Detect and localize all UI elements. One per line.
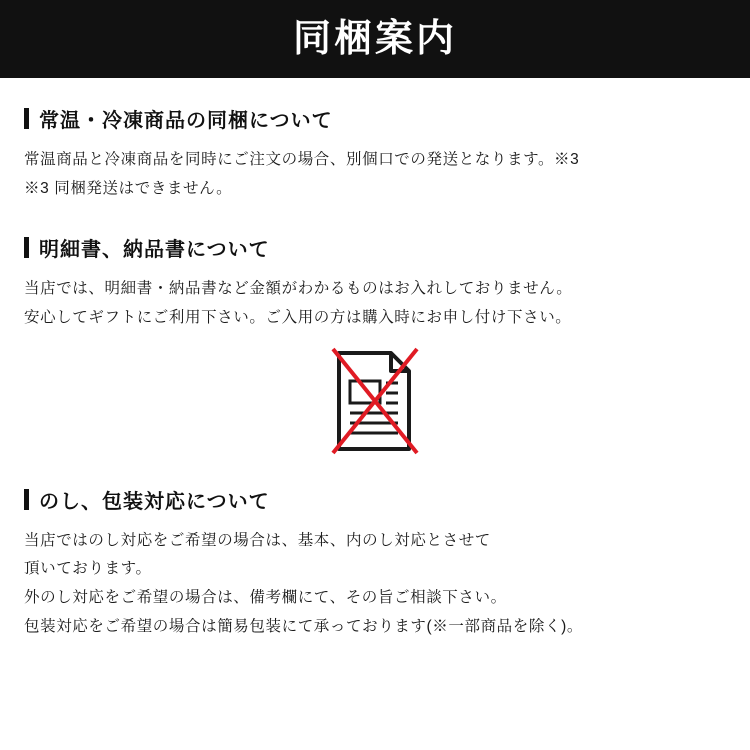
heading-accent-bar [24,237,29,258]
body-line: 常温商品と冷凍商品を同時にご注文の場合、別個口での発送となります。※3 [24,151,580,168]
section-body [24,275,726,332]
body-line: 包装対応をご希望の場合は簡易包装にて承っております(※一部商品を除く)。 [24,617,583,635]
section-refrigeration [24,104,726,203]
figure-no-invoice [24,347,726,455]
heading-accent-bar [24,108,29,129]
body-line: 当店ではのし対応をご希望の場合は、基本、内のし対応とさせて [24,531,491,549]
page-header [0,0,750,78]
section-heading [24,104,726,133]
body-line: ※3 同梱発送はできません。 [24,179,233,197]
section-noshi-wrapping [24,485,726,642]
section-heading-label: のし、包装対応について [39,490,270,513]
heading-accent-bar [24,489,29,510]
section-heading-label: 常温・冷凍商品の同梱について [39,110,333,132]
section-body [24,146,726,203]
body-line: 安心してギフトにご利用下さい。ご入用の方は購入時にお申し付け下さい。 [24,309,572,327]
section-heading-label: 明細書、納品書について [39,239,270,262]
page-title: 同梱案内 [292,18,457,60]
section-body [24,527,726,642]
section-invoice [24,233,726,454]
body-line: 当店では、明細書・納品書など金額がわかるものはお入れしておりません。 [24,280,573,298]
body-line: 頂いております。 [24,560,152,578]
body-line: 外のし対応をご希望の場合は、備考欄にて、その旨ご相談下さい。 [24,589,507,607]
section-heading [24,233,726,262]
page-content [0,104,750,641]
section-heading [24,485,726,514]
no-invoice-icon [329,347,421,455]
